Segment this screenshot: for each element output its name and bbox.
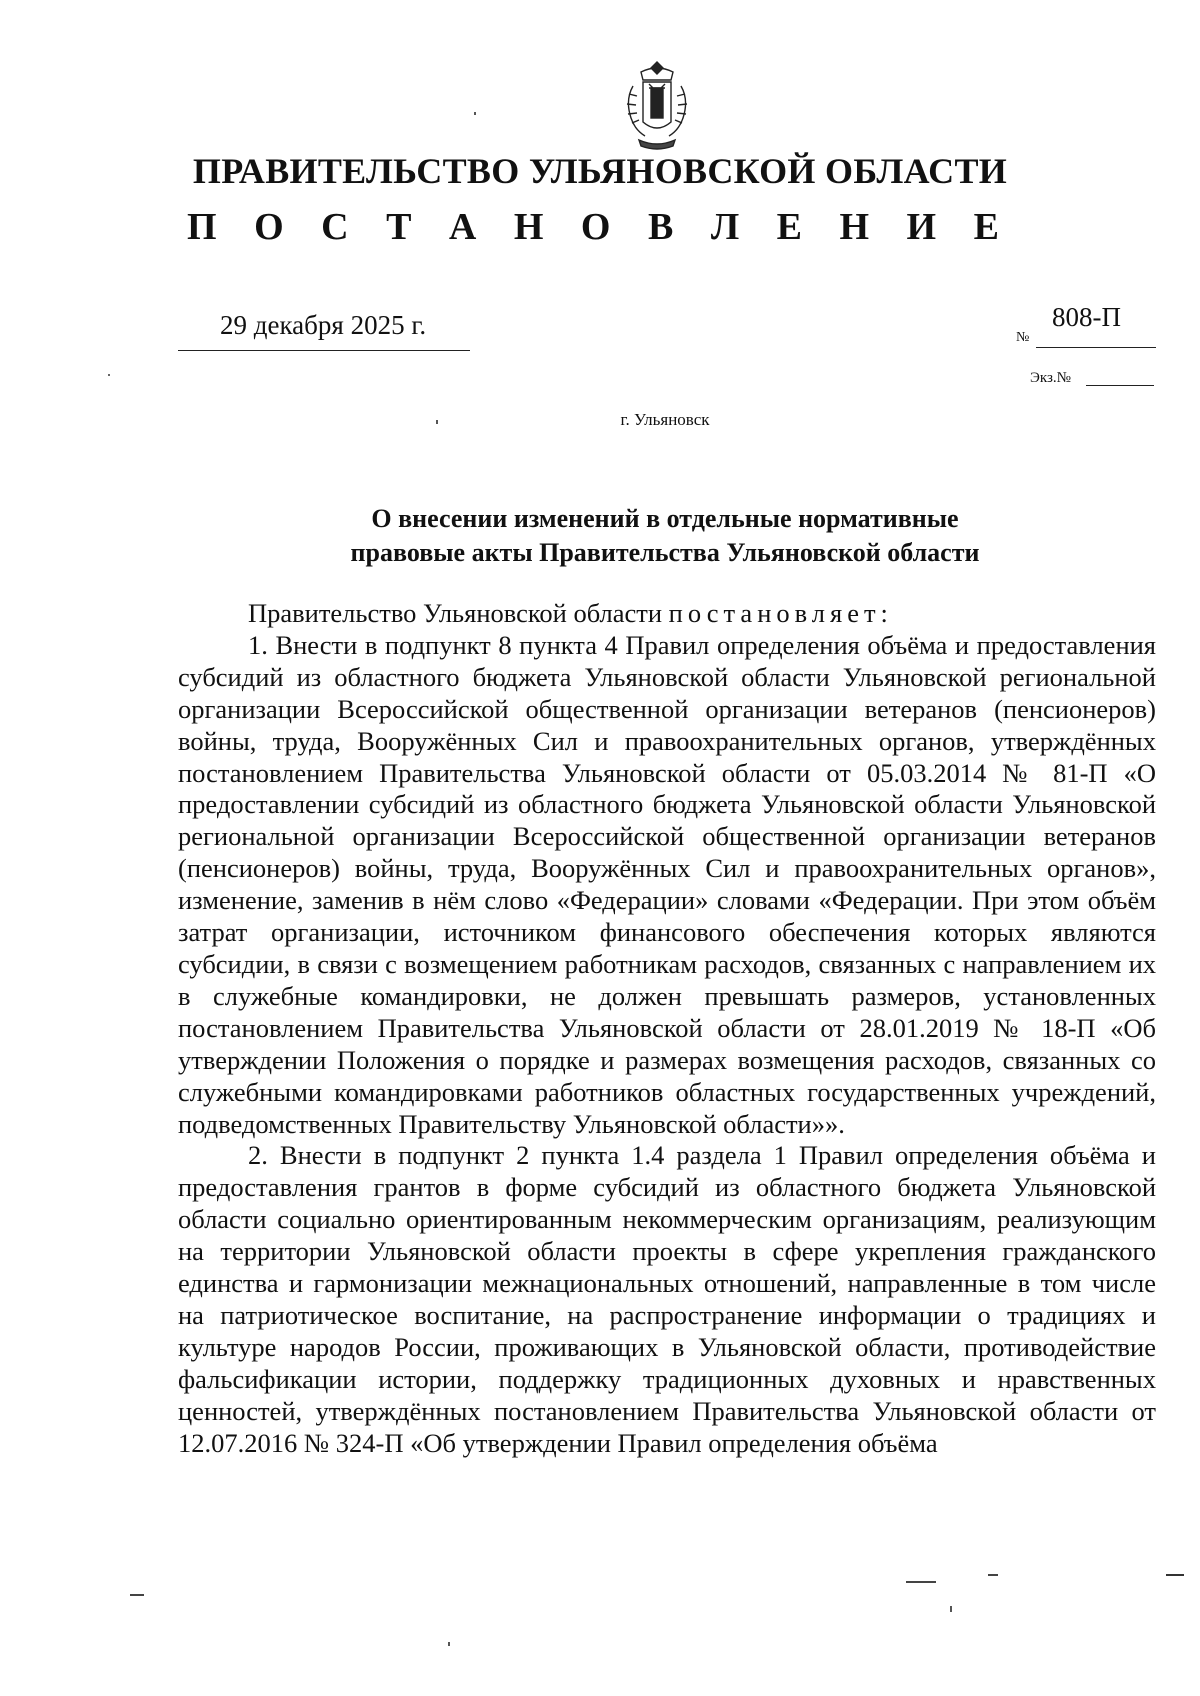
subject-line-1: О внесении изменений в отдельные нормативные [371,504,959,533]
scan-speck [988,1574,998,1576]
number-sign: № [1016,330,1030,345]
scan-speck [448,1642,450,1646]
scan-speck [906,1581,936,1583]
scan-speck [108,374,110,376]
scan-speck [950,1606,952,1612]
scan-speck [474,112,476,115]
preamble-verb: постановляет [668,598,881,628]
preamble-end: : [880,598,888,628]
document-number: 808-П [1052,302,1121,332]
scan-speck [130,1594,144,1596]
document-subject [0,502,1200,570]
city-name: г. Ульяновск [620,410,710,429]
copy-number-label: Экз.№ [1030,370,1071,386]
subject-line-2: правовые акты Правительства Ульяновской области [350,538,980,567]
preamble-start: Правительство Ульяновской области [248,598,669,628]
document-date: 29 декабря 2025 г. [220,310,427,340]
paragraph-1: 1. Внести в подпункт 8 пункта 4 Правил определения объёма и предоставления субсидий из областного бюджета Ульяновской области Ульяновской региональной организации Всероссийской общественной организации ветеранов (пенсионеров) войны, труда, Вооружённых Сил и правоохранительных органов, утверждённых постановлением Правительства Ульяновской области от 05.03.2014 № 81-П «О предоставлении субсидий из областного бюджета Ульяновской области Ульяновской региональной организации Всероссийской общественной организации ветеранов (пенсионеров) войны, труда, Вооружённых Сил и правоохранительных органов», изменение, заменив в нём слово «Федерации» словами «Федерации. При этом объём затрат организации, источником финансового обеспечения которых являются субсидии, в связи с возмещением работникам расходов, связанных с направлением их в служебные командировки, не должен превышать размеров, установленных постановлением Правительства Ульяновской области от 28.01.2019 № 18-П «Об утверждении Положения о порядке и размерах возмещения расходов, связанных со служебными командировками работников областных государственных учреждений, подведомственных Правительству Ульяновской области»». [178,629,1156,1139]
organization-title: ПРАВИТЕЛЬСТВО УЛЬЯНОВСКОЙ ОБЛАСТИ [192,151,1008,191]
document-body [178,598,1156,1459]
preamble [178,598,1156,630]
date-underline [178,350,470,351]
number-underline [1036,347,1156,348]
scan-speck [436,420,438,424]
paragraph-2: 2. Внести в подпункт 2 пункта 1.4 раздела 1 Правил определения объёма и предоставления грантов в форме субсидий из областного бюджета Ульяновской области социально ориентированным некоммерческим организациям, реализующим на территории Ульяновской области проекты в сфере укрепления гражданского единства и гармонизации межнациональных отношений, направленные в том числе на патриотическое воспитание, на распространение информации о традициях и культуре народов России, проживающих в Ульяновской области, противодействие фальсификации истории, поддержку традиционных духовных и нравственных ценностей, утверждённых постановлением Правительства Ульяновской области от 12.07.2016 № 324-П «Об утверждении Правил определения объёма [178,1140,1156,1458]
coat-of-arms-icon [619,60,695,150]
document-type-title: П О С Т А Н О В Л Е Н И Е [187,206,1013,248]
copy-number-underline [1086,385,1154,386]
scan-speck [1166,1574,1184,1576]
